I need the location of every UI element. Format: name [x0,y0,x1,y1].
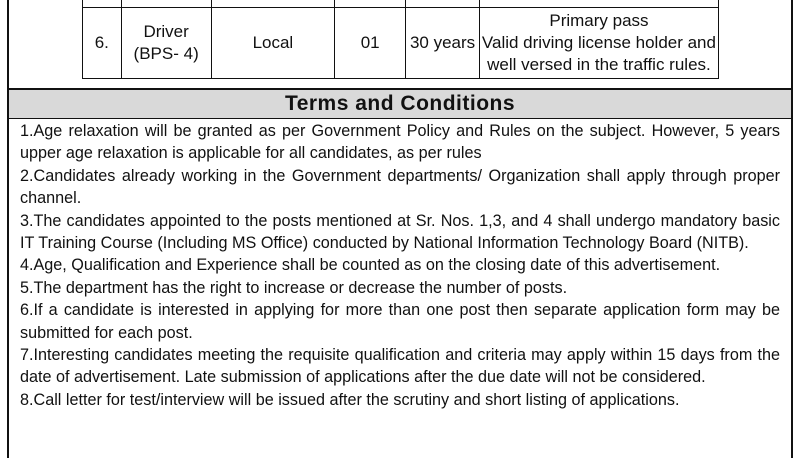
frame-right-line [791,0,793,90]
term-item: 4.Age, Qualification and Experience shall be counted as on the closing date of this advertisement. [20,256,721,275]
jobs-table [82,0,719,79]
post-name: Driver [143,22,189,41]
term-item: 1.Age relaxation will be granted as per Government Policy and Rules on the subject. However, 5 years upper age relaxation is applicable for all candidates, as per rules [20,122,780,163]
terms-title: Terms and Conditions [9,90,791,119]
post-scale: (BPS- 4) [133,44,199,63]
term-item: 2.Candidates already working in the Government departments/ Organization shall apply through proper channel. [20,166,780,208]
domicile-cell: Local [211,8,334,79]
term-item: 5.The department has the right to increase or decrease the number of posts. [20,278,568,297]
previous-row [83,0,719,8]
age-cell: 30 years [406,8,480,79]
qualification-line: well versed in the traffic rules. [487,55,711,74]
qualification-cell [479,8,718,79]
qualification-line: Primary pass [549,11,649,30]
posts-cell: 01 [335,8,406,79]
term-item: 8.Call letter for test/interview will be issued after the scrutiny and short listing of applications. [20,390,680,409]
terms-section [7,88,793,458]
table-row [83,8,719,79]
term-item: 3.The candidates appointed to the posts mentioned at Sr. Nos. 1,3, and 4 shall undergo mandatory basic IT Training Course (Including MS Office) conducted by National Information Technology Board (NITB). [20,211,780,253]
frame-left-line [7,0,9,90]
term-item: 6.If a candidate is interested in applying for more than one post then separate application form may be submitted for each post. [20,301,780,342]
term-item: 7.Interesting candidates meeting the requisite qualification and criteria may apply within 15 days from the date of advertisement. Late submission of applications after the due date will not be considered. [20,346,780,387]
terms-list [20,120,780,411]
serial-cell: 6. [83,8,122,79]
qualification-line: Valid driving license holder and [481,33,716,52]
post-name-cell [121,8,211,79]
